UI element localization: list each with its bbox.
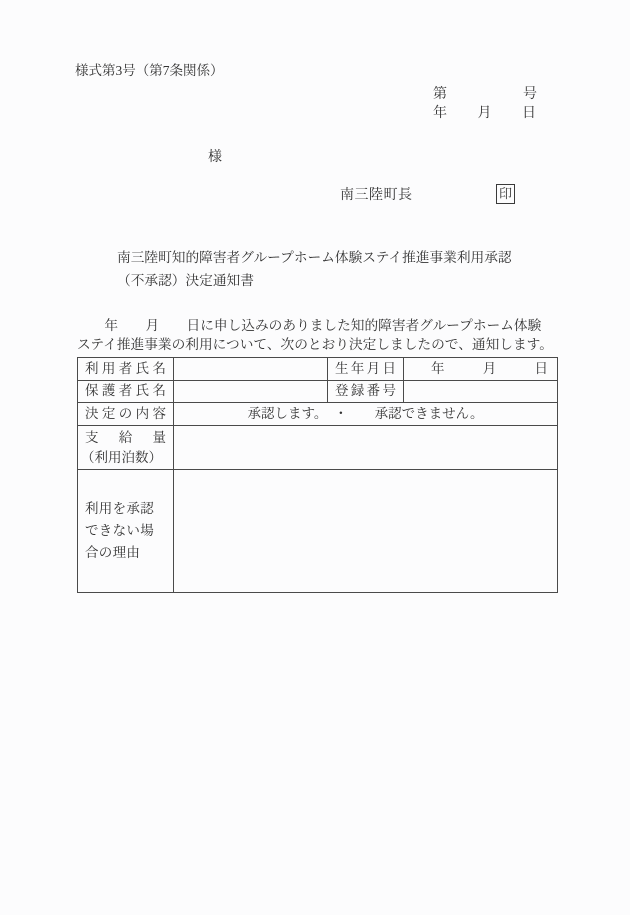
denial-reason-label: 利用を承認できない場合の理由 (85, 501, 154, 560)
user-name-value-cell (174, 358, 328, 381)
doc-number-prefix: 第 (433, 87, 447, 102)
body-line-2: ステイ推進事業の利用について、次のとおり決定しましたので、通知します。 (77, 337, 553, 352)
supply-amount-label-line1: 支 給 量 (85, 429, 166, 445)
seal-box: 印 (496, 184, 515, 204)
birth-date-value: 年 月 日 (431, 360, 548, 376)
guardian-name-label-cell (78, 381, 174, 403)
form-number-label: 様式第3号（第7条関係） (75, 63, 224, 78)
birth-date-value-cell (404, 358, 558, 381)
title-line-1: 南三陸町知的障害者グループホーム体験ステイ推進事業利用承認 (117, 250, 512, 265)
date-month-label: 月 (477, 106, 492, 121)
title-line-2: （不承認）決定通知書 (117, 273, 254, 288)
issuer-title: 南三陸町長 (340, 188, 413, 203)
denial-reason-value-cell (174, 470, 558, 593)
addressee-honorific: 様 (208, 150, 222, 165)
decision-label: 決 定 の 内 容 (85, 405, 166, 421)
supply-amount-label-cell (78, 426, 174, 470)
table-row-denial-reason (78, 470, 558, 593)
birth-date-label-cell (328, 358, 404, 381)
body-paragraph (77, 316, 553, 354)
registration-no-value-cell (404, 381, 558, 403)
table-row-user-name (78, 358, 558, 381)
supply-amount-value-cell (174, 426, 558, 470)
document-title (117, 246, 512, 292)
registration-no-label: 登 録 番 号 (335, 383, 396, 399)
decision-label-cell (78, 403, 174, 426)
decision-form-table-wrap (77, 357, 558, 593)
supply-amount-label-line2: （利用泊数） (81, 449, 162, 465)
decision-value-cell (174, 403, 558, 426)
guardian-name-value-cell (174, 381, 328, 403)
denial-reason-label-cell (78, 470, 174, 593)
doc-number-suffix: 号 (523, 87, 537, 102)
table-row-supply-amount (78, 426, 558, 470)
birth-date-label: 生 年 月 日 (335, 360, 396, 376)
registration-no-label-cell (328, 381, 404, 403)
date-day-label: 日 (522, 106, 536, 121)
decision-form-table (77, 357, 558, 593)
user-name-label: 利 用 者 氏 名 (85, 360, 166, 376)
date-year-label: 年 (433, 106, 447, 121)
guardian-name-label: 保 護 者 氏 名 (85, 383, 166, 399)
document-number-line (433, 85, 537, 105)
body-line-1: 年 月 日に申し込みのありました知的障害者グループホーム体験 (77, 318, 542, 333)
issue-date-line (433, 104, 536, 124)
decision-value: 承認します。 ・ 承認できません。 (247, 405, 484, 421)
table-row-decision (78, 403, 558, 426)
user-name-label-cell (78, 358, 174, 381)
table-row-guardian-name (78, 381, 558, 403)
